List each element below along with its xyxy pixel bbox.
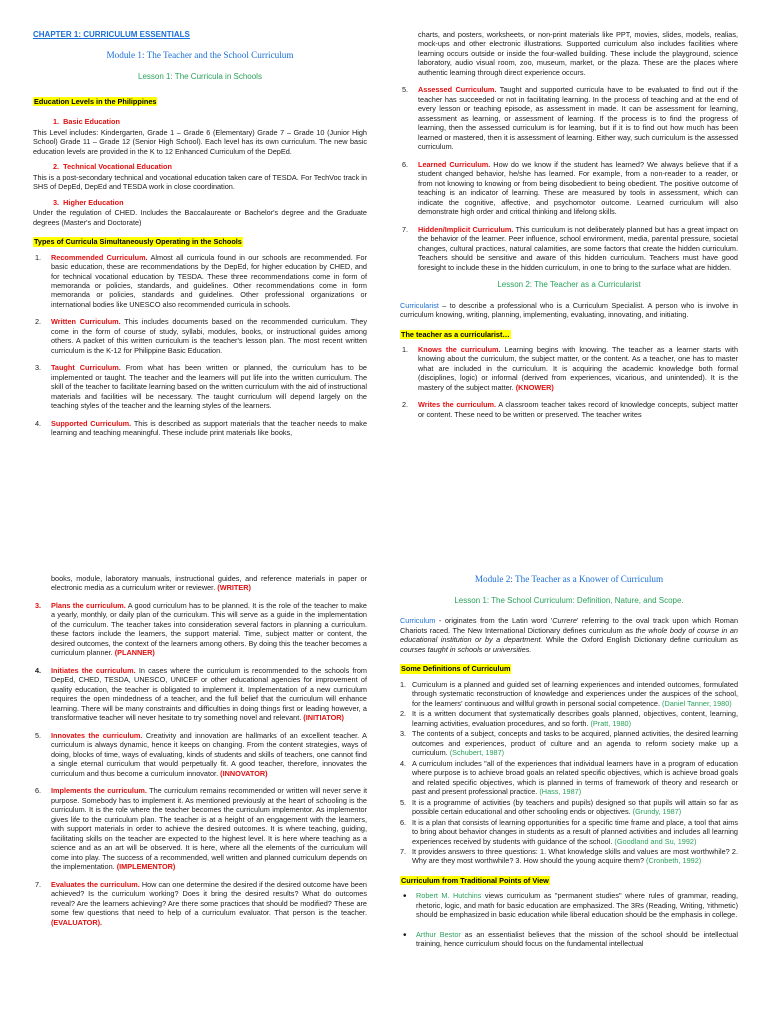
role-tag: (INNOVATOR) bbox=[220, 768, 268, 778]
role-term: Evaluates the curriculum. bbox=[51, 879, 140, 889]
author-name: Arthur Bestor bbox=[416, 929, 461, 939]
role-term: Knows the curriculum. bbox=[418, 344, 501, 354]
curricula-types-list-continued bbox=[400, 85, 738, 272]
module1-lesson1-title: Lesson 1: The Curricula in Schools bbox=[138, 72, 262, 82]
list-item: 4. A curriculum includes "all of the experiences that individual learners have in a program of education where purpose is to achieve broad goals an related specific objectives, which is achieve broad goals and related specific objectives, which is planned in terms of framework of theory and research or past and present professional practice. (Hass, 1987) bbox=[400, 758, 738, 797]
role-tag: (WRITER) bbox=[217, 583, 251, 593]
list-item: 5. Assessed Curriculum. Taught and supported curricula have to be evaluated to find out if the teacher has succeeded or not in facilitating learning. In the process of teaching and at the end of every lesson or teaching episode, as assessment in made. It can be assessment for learning, assessment as learning, or assessment of learning. If the process is to find the progress of learning, then the assessed curriculum is for learning, but if it is to find out how much has been learned or mastered, then it is assessment of learning. Either way, such curriculum is the assessed curriculum. bbox=[402, 85, 738, 152]
list-item: 1. Curriculum is a planned and guided set of learning experiences and intended outcomes, formulated through systematic reconstruction of knowledge and experiences under the auspices of the school, for the learners' continuous and willful growth in personal social competence. (Daniel Tanner, 1980) bbox=[400, 679, 738, 708]
list-item: 2. Written Curriculum. This includes documents based on the recommended curriculum. They come in the form of course of study, syllabi, modules, books, or instructional guides among others. A packet of this written curriculum is the teacher's lesson plan. The most recent written curriculum is the K-12 for Philippine Basic Education. bbox=[35, 317, 367, 355]
list-item: 3. The contents of a subject, concepts and tasks to be acquired, planned activities, the desired learning outcomes and experiences, product of culture and an agenda to reform society make up a curriculum. (Schubert, 1987) bbox=[400, 729, 738, 758]
page2-right-column bbox=[400, 574, 738, 1024]
list-item: • Robert M. Hutchins views curriculum as "permanent studies" where rules of grammar, reading, rhetoric, logic, and math for basic education are emphasized. The 3Rs (Reading, Writing, 'rithmetic) should be emphasized in basic education while liberal education should be the emphasis in college. bbox=[400, 891, 738, 919]
education-level-title: Technical Vocational Education bbox=[63, 162, 172, 172]
list-item: 2. Writes the curriculum. A classroom teacher takes record of knowledge concepts, subject matter or content. These need to be written or preserved. The teacher writes bbox=[402, 400, 738, 419]
education-level: 2. Technical Vocational Education This is a post-secondary technical and vocational education taken care of TESDA. For TechVoc track in SHS of DepEd, DepEd and TESDA work in close coordination. bbox=[33, 162, 367, 192]
curriculum-type-term: Written Curriculum. bbox=[51, 317, 121, 327]
curricula-types-list bbox=[33, 253, 367, 438]
curriculum-type-term: Taught Curriculum. bbox=[51, 363, 121, 373]
list-item: 5. It is a programme of activities (by teachers and pupils) designed so that pupils will attain so far as possible certain educational and other schooling ends or objectives. (Grundy, 1987) bbox=[400, 797, 738, 817]
citation: (Pratt, 1980) bbox=[590, 718, 632, 728]
teacher-curricularist-heading: The teacher as a curricularist… bbox=[401, 329, 510, 339]
role-tag: (IMPLEMENTOR) bbox=[116, 862, 176, 872]
curricularist-definition: Curricularist – to describe a professional who is a Curriculum Specialist. A person who is involve in curriculum knowing, writing, planning, implementing, evaluating, innovating, and initiating. bbox=[400, 300, 738, 320]
list-item: 7. It provides answers to three questions: 1. What knowledge skills and values are most worthwhile? 2. Why are they most worthwhile? 3. How should the young acquire them? (Cronbeth, 1992) bbox=[400, 847, 738, 866]
list-item: 2. It is a written document that systematically describes goals planned, objectives, content, learning, learning activities, evaluation procedures, and so forth. (Pratt, 1980) bbox=[400, 709, 738, 728]
education-level: 3. Higher Education Under the regulation of CHED. Includes the Baccalaureate or Bachelor's degree and the Graduate degrees (Master's and Doctorate) bbox=[33, 197, 367, 227]
curricula-types-heading: Types of Curricula Simultaneously Operating in the Schools bbox=[34, 237, 242, 247]
list-item: • Arthur Bestor as an essentialist believes that the mission of the school should be intellectual training, hence curriculum should focus on the fundamental intellectual bbox=[400, 930, 738, 949]
role-term: Plans the curriculum. bbox=[51, 600, 126, 610]
list-item: 3. Plans the curriculum. A good curriculum has to be planned. It is the role of the teacher to make a yearly, monthly, or daily plan of the curriculum. This will serve as a guide in the implementation of the curriculum. The teacher takes into consideration several factors in planning a curriculum. these factors include the learners, the support material. Time, subject matter or content, the desired outcomes, the context of the learners among others. By doing this the teacher becomes a curriculum planner. (PLANNER) bbox=[35, 600, 367, 658]
list-item: 6. It is a plan that consists of learning opportunities for a specific time frame and place, a tool that aims to bring about behavior changes in students as a result of planned activities and includes all learning experiences received by students with guidance of the school. (Goodland and Su, 1992) bbox=[400, 817, 738, 846]
education-level-text: This is a post-secondary technical and vocational education taken care of TESDA. For TechVoc track in SHS of DepEd, DepEd and TESDA work in close coordination. bbox=[33, 172, 367, 192]
teacher-roles-list-continued bbox=[33, 601, 367, 927]
role-term: Writes the curriculum. bbox=[418, 400, 497, 410]
role-tag: (PLANNER) bbox=[114, 648, 155, 658]
list-item: 6. Learned Curriculum. How do we know if the student has learned? We always believe that if a student changed behavior, he/she has learned. For example, from a non-reader to a reader, or from not knowing to knowing or from being disobedient to being obedient. The positive outcome of teaching is an indicator of learning. These are measured by tools in assessment, which can indicate the cognitive, affective, and psychomotor outcome. Learned curriculum will also demonstrate high order and critical thinking and lifelong skills. bbox=[402, 159, 738, 217]
list-item: 1. Knows the curriculum. Learning begins with knowing. The teacher as a learner starts with knowing about the curriculum, the subject matter, or the content. As a teacher, one has to master what are included in the curriculum. It is acquiring the academic knowledge both formal (disciplines, logic) or informal (derived from experiences, vicarious, and unintended). It is the mastery of the subject matter. (KNOWER) bbox=[402, 344, 738, 392]
curriculum-term: Curriculum bbox=[400, 616, 436, 626]
list-item: 5. Innovates the curriculum. Creativity and innovation are hallmarks of an excellent teacher. A curriculum is always dynamic, hence it keeps on changing. From the content strategies, ways of doing, blocks of time, ways of evaluating, kinds of students and skills of teachers, one cannot find a single eternal curriculum that would perpetually fit. A good teacher, therefore, innovates the curriculum and thus become a curriculum innovator. (INNOVATOR) bbox=[35, 730, 367, 778]
role-term: Initiates the curriculum. bbox=[51, 665, 136, 675]
education-level-text: This Level includes: Kindergarten, Grade 1 – Grade 6 (Elementary) Grade 7 – Grade 10 (Junior High School) Grade 11 – Grade 12 (Senior High School). Each level has its own curriculum. The new basic education levels are provided in the K to 12 Enhanced Curriculum of the DepEd. bbox=[33, 127, 367, 156]
curriculum-origin: Curriculum - originates from the Latin word 'Currere' referring to the oval track upon which Roman Chariots raced. The New International Dictionary defines curriculum as the whole body of course in an educational institution or by a department. While the Oxford English Dictionary define curriculum as courses taught in schools or universities. bbox=[400, 616, 738, 654]
curriculum-type-term: Recommended Curriculum. bbox=[51, 252, 148, 262]
role-term: Implements the curriculum. bbox=[51, 786, 147, 796]
role-tag: (KNOWER) bbox=[515, 382, 554, 392]
definitions-heading: Some Definitions of Curriculum bbox=[401, 664, 511, 674]
citation: (Daniel Tanner, 1980) bbox=[662, 698, 732, 708]
teacher-roles-list bbox=[400, 345, 738, 419]
list-item: 7. Evaluates the curriculum. How can one determine the desired if the desired outcome have been achieved? Is the curriculum working? Does it bring the desired results? What do outcomes reveal? Are the learners achieving? Are there some practices that should be modified? These are some few questions that need to help of a curriculum evaluator. That person is the teacher. (EVALUATOR). bbox=[35, 879, 367, 927]
module1-title: Module 1: The Teacher and the School Curriculum bbox=[106, 50, 294, 61]
role-term: Innovates the curriculum. bbox=[51, 730, 143, 740]
curriculum-type-term: Learned Curriculum. bbox=[418, 159, 491, 169]
citation: (Cronbeth, 1992) bbox=[646, 856, 702, 866]
author-name: Robert M. Hutchins bbox=[416, 891, 482, 901]
traditional-views-list bbox=[400, 891, 738, 948]
page1-left-column bbox=[33, 30, 367, 510]
supported-curriculum-continued: charts, and posters, worksheets, or non-print materials like PPT, movies, slides, models, realias, mock-ups and other electronic illustrations. Supported curriculum also includes facilities where learning occurs outside or inside the four-walled building. These include the playground, science laboratory, audio visual room, zoo, museum, market, or the plaza. These are the places where authentic learning through direct experience occurs. bbox=[418, 30, 738, 77]
definitions-list bbox=[400, 680, 738, 866]
education-level: 1. Basic Education This Level includes: Kindergarten, Grade 1 – Grade 6 (Elementary) Grade 7 – Grade 10 (Junior High School) Grade 11 – Grade 12 (Senior High School). Each level has its own curriculum. The new basic education levels are provided in the K to 12 Enhanced Curriculum of the DepEd. bbox=[33, 117, 367, 156]
traditional-views-heading: Curriculum from Traditional Points of View bbox=[401, 875, 549, 885]
module2-title: Module 2: The Teacher as a Knower of Curriculum bbox=[474, 574, 664, 584]
curriculum-type-term: Hidden/Implicit Curriculum. bbox=[418, 224, 514, 234]
citation: (Hass, 1987) bbox=[539, 787, 582, 797]
citation: (Schubert, 1987) bbox=[449, 748, 505, 758]
citation: (Goodland and Su, 1992) bbox=[614, 836, 697, 846]
list-item: 4. Initiates the curriculum. In cases where the curriculum is recommended to the schools from DepEd, CHED, TESDA, UNESCO, UNICEF or other educational agencies for improvement of quality education, the teacher is obligated to implement it. Implementation of a new curriculum requires the open mindedness of a teacher, and the full belief that the curriculum will enhance learning. There will be many constraints and difficulties in doing things first or leading however, a transformative teacher will never hesitate to try something novel and relevant. (INITIATOR) bbox=[35, 665, 367, 723]
page2-left-column bbox=[33, 574, 367, 1022]
list-item: 4. Supported Curriculum. This is described as support materials that the teacher needs to make learning and teaching meaningful. These include print materials like books, bbox=[35, 418, 367, 438]
module2-lesson1-title: Lesson 1: The School Curriculum: Definition, Nature, and Scope. bbox=[454, 595, 684, 605]
education-levels-heading: Education Levels in the Philippines bbox=[34, 96, 157, 106]
education-level-title: Basic Education bbox=[63, 117, 120, 127]
writer-role-continued: books, module, laboratory manuals, instructional guides, and reference materials in paper or electronic media as a curriculum writer or reviewer. (WRITER) bbox=[51, 574, 367, 593]
list-item: 7. Hidden/Implicit Curriculum. This curriculum is not deliberately planned but has a great impact on the behavior of the learner. Peer influence, school environment, media, parental pressure, societal changes, cultural practices, natural calamities, are some factors that create the hidden curriculum. Teachers should be sensitive and aware of this hidden curriculum. Teachers must have good foresight to include these in the hidden curriculum, in one to bring to the surface what are hidden. bbox=[402, 224, 738, 272]
curriculum-type-term: Supported Curriculum. bbox=[51, 418, 132, 428]
chapter-title: CHAPTER 1: CURRICULUM ESSENTIALS bbox=[33, 30, 190, 39]
education-level-text: Under the regulation of CHED. Includes the Baccalaureate or Bachelor's degree and the Graduate degrees (Master's and Doctorate) bbox=[33, 208, 367, 227]
curriculum-type-term: Assessed Curriculum. bbox=[418, 85, 497, 95]
list-item: 6. Implements the curriculum. The curriculum remains recommended or written will never serve it purpose. Somebody has to implement it. As mentioned previously at the heart of schooling is the curriculum. It is the role where the teacher becomes the curriculum implementor. As implementor gives life to the curriculum plan. The teacher is at a height of an engagement with the learners, with support materials in order to achieve the desired outcomes. It is where teaching, guiding, facilitating skills on the teacher are expected to the highest level. It is here where teaching as a science and as an art will be observed. It is here, where all the elements of the curriculum will come into play. The success of a recommended, well written and planned curriculum depends on the implementation. (IMPLEMENTOR) bbox=[35, 786, 367, 872]
role-tag: (EVALUATOR). bbox=[51, 917, 103, 927]
list-item: 3. Taught Curriculum. From what has been written or planned, the curriculum has to be implemented or taught. The teacher and the learners will put life into the written curriculum. The skill of the teacher to facilitate learning based on the written curriculum with the aid of instructional materials and facilities will be necessary. The taught curriculum will depend largely on the teaching styles of the teacher and the learning styles of the learners. bbox=[35, 363, 367, 411]
education-level-title: Higher Education bbox=[63, 197, 124, 207]
module1-lesson2-title: Lesson 2: The Teacher as a Curricularist bbox=[497, 280, 641, 290]
citation: (Grundy, 1987) bbox=[632, 807, 682, 817]
curricularist-term: Curricularist bbox=[400, 300, 439, 310]
page1-right-column bbox=[400, 30, 738, 512]
role-tag: (INITIATOR) bbox=[303, 713, 344, 723]
list-item: 1. Recommended Curriculum. Almost all curricula found in our schools are recommended. For basic education, these are recommendations by the DepEd, for higher education by CHED, and for technical vocational education by TESDA. These three recommendations come in form of memoranda or policies, standards, and guidelines. Other recommendations come in form memoranda or policies, standards and guidelines. Other professional organizations or international bodies like UNESCO also recommended curricula in schools. bbox=[35, 252, 367, 309]
